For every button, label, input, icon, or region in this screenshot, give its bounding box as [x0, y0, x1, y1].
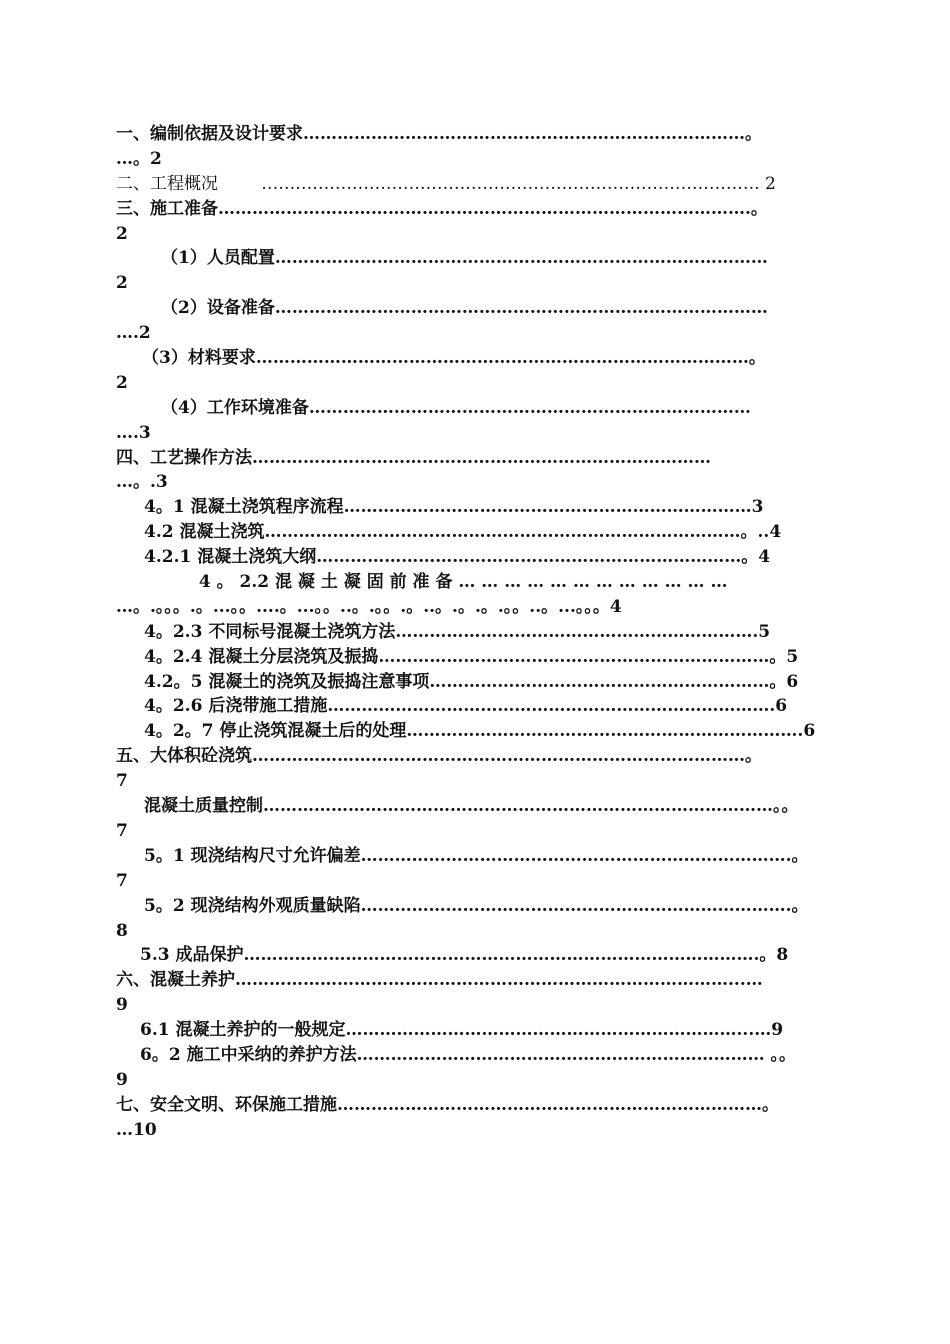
table-of-contents — [116, 122, 870, 1143]
toc-line: 5。2 现浇结构外观质量缺陷………………………………………………………………….。 — [144, 895, 809, 916]
toc-line: 四、工艺操作方法……………………………………………………………………… — [116, 447, 711, 468]
toc-line: …。.。。。.。...。。....。...。。..。.。。.。..。.。.。.。。..。...。。。4 — [116, 596, 622, 617]
toc-line: 6.1 混凝土养护的一般规定……………………………………………………………...…9 — [140, 1020, 784, 1041]
toc-line: …。.3 — [116, 472, 168, 493]
toc-line: 二、工程概况 ……………………………………………………………………………. 2 — [116, 173, 776, 194]
toc-line: 9 — [116, 995, 128, 1016]
toc-line: 4。2.3 不同标号混凝土浇筑方法……………………………………………………….5 — [144, 621, 771, 642]
toc-line: 4。2.4 混凝土分层浇筑及振捣……………………………………………………………。5 — [144, 646, 799, 667]
toc-line: 混凝土质量控制………………………………………………………………………………。。 — [144, 796, 799, 817]
toc-line: 七、安全文明、环保施工措施…………………………………………………………………。 — [116, 1094, 779, 1115]
toc-line: 2 — [116, 223, 128, 244]
toc-line: 4。2。7 停止浇筑混凝土后的处理…………………………………………………………….6 — [144, 721, 816, 742]
toc-line: 4 。 2.2 混 凝 土 凝 固 前 准 备 … … … … … … … … … … … … — [116, 572, 728, 593]
toc-line: （2）设备准备…………………………………………………………………………… — [161, 298, 768, 319]
toc-line: （1）人员配置…………………………………………………………………………… — [161, 248, 768, 269]
toc-line: 2 — [116, 372, 128, 393]
toc-line: 7 — [116, 870, 128, 891]
toc-line: ….3 — [116, 422, 151, 443]
toc-line: 4。1 混凝土浇筑程序流程………………………………………………………………3 — [144, 497, 764, 518]
toc-line: 4。2.6 后浇带施工措施…………………………………………………………………….6 — [144, 696, 788, 717]
toc-line: …10 — [116, 1119, 157, 1140]
toc-line: （3）材料要求……………………………………………………………………………。 — [142, 348, 766, 369]
toc-line: 9 — [116, 1069, 128, 1090]
toc-line: 7 — [116, 771, 128, 792]
toc-line: 8 — [116, 920, 128, 941]
toc-line: 六、混凝土养护……………………………………………………………………………...… — [116, 970, 763, 991]
toc-line: 4.2 混凝土浇筑…………………………………………………………………………。..4 — [144, 522, 782, 543]
toc-line: 一、编制依据及设计要求……………………………………………………………………。 — [116, 124, 762, 144]
toc-line: 4.2。5 混凝土的浇筑及振捣注意事项……………………………………………………。6 — [144, 671, 799, 692]
toc-line: 6。2 施工中采纳的养护方法……………………………………………………………… 。。 — [140, 1044, 796, 1065]
toc-line: 5.3 成品保护……………………………………………………………………………….。8 — [140, 945, 789, 966]
toc-line: 4.2.1 混凝土浇筑大纲…………………………………………………………………。4 — [144, 547, 771, 568]
toc-line: 7 — [116, 820, 128, 841]
toc-line: 2 — [116, 273, 128, 294]
toc-line: 三、施工准备………………………………………………………………………………….。 — [116, 198, 768, 219]
toc-line: ….2 — [116, 323, 151, 344]
toc-line: …。2 — [116, 148, 162, 169]
toc-line: 5。1 现浇结构尺寸允许偏差………………………………………………………………….。 — [144, 845, 809, 866]
toc-line: （4）工作环境准备…………………………………………………………………… — [161, 397, 751, 418]
toc-line: 五、大体积砼浇筑……………………………………………………………………………。 — [116, 746, 762, 767]
